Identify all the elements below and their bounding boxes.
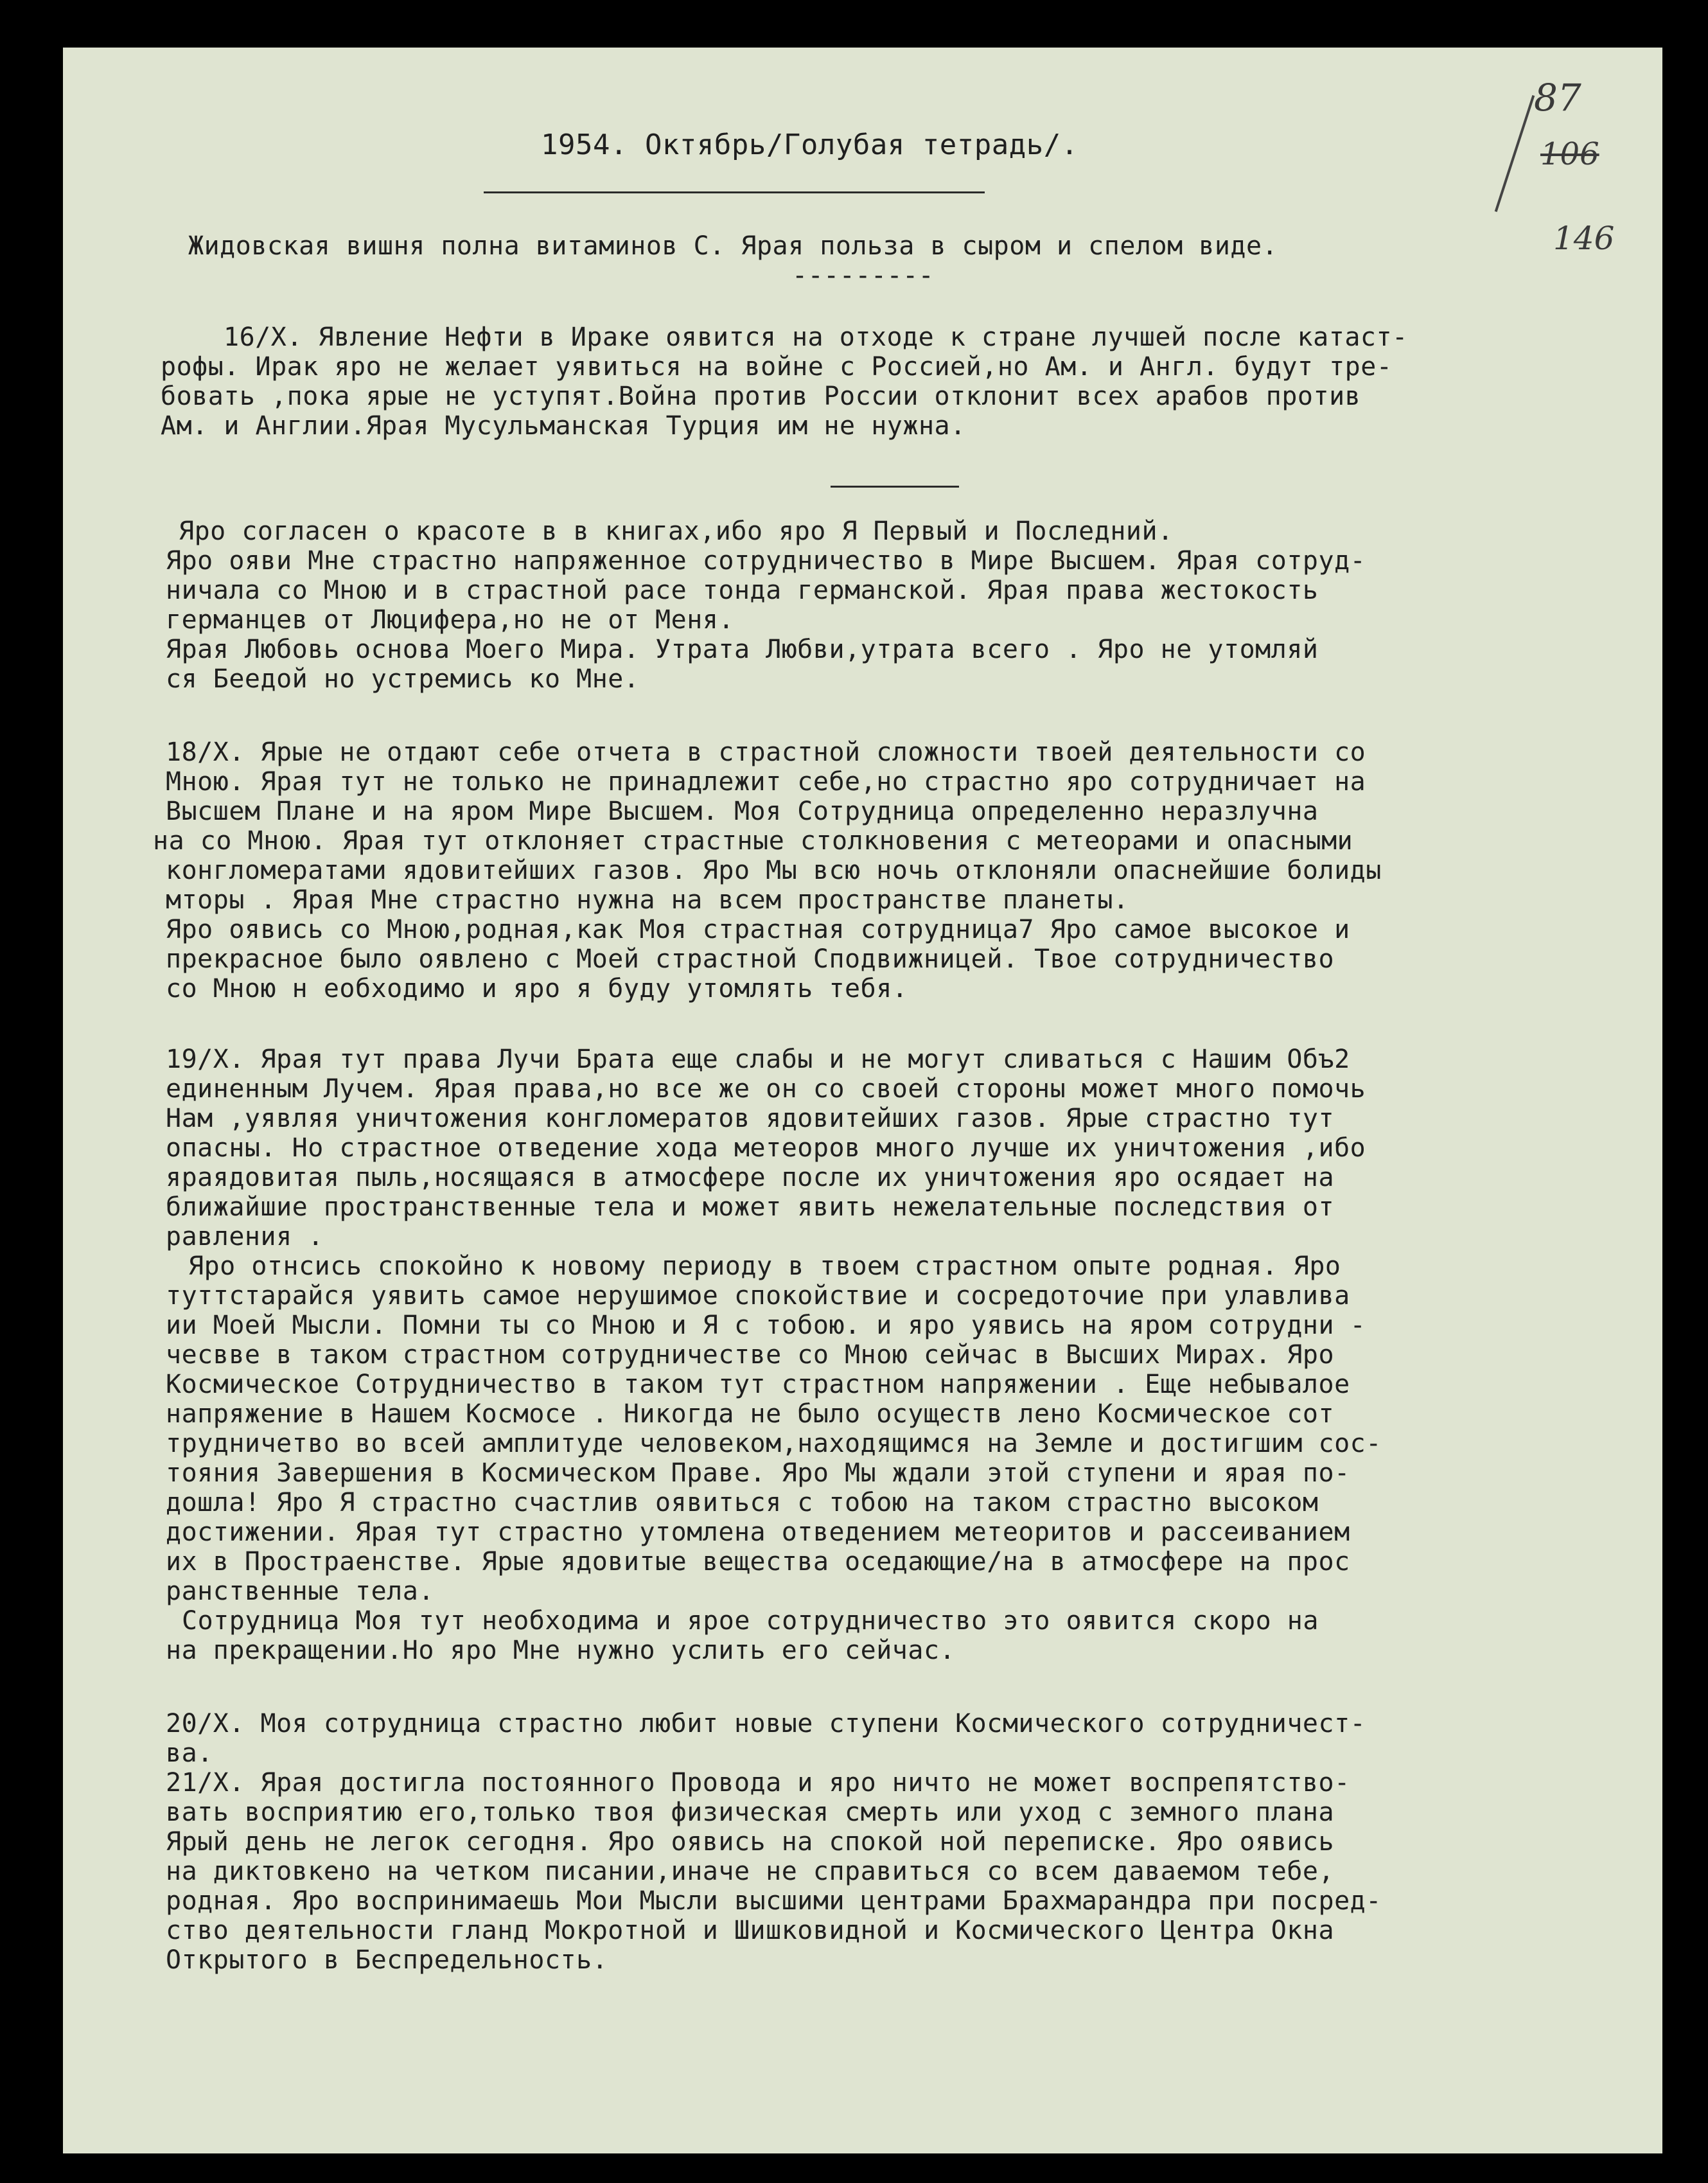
text-line: ближайшие пространственные тела и может явить нежелательные последствия от bbox=[166, 1192, 1335, 1222]
text-line: родная. Яро воспринимаешь Мои Мысли высшими центрами Брахмарандра при посред- bbox=[166, 1886, 1382, 1916]
subtitle: Жидовская вишня полна витаминов С. Ярая польза в сыром и спелом виде. bbox=[188, 231, 1278, 261]
text-line: прекрасное было оявлено с Моей страстной Сподвижницей. Твое сотрудничество bbox=[166, 944, 1335, 974]
text-line: равления . bbox=[166, 1222, 324, 1251]
text-line: 18/X. Ярые не отдают себе отчета в страстной сложности твоей деятельности со bbox=[166, 738, 1366, 767]
text-line: Высшем Плане и на яром Мире Высшем. Моя Сотрудница определенно неразлучна bbox=[166, 797, 1319, 826]
text-line: со Мною н еобходимо и яро я буду утомлять тебя. bbox=[166, 974, 908, 1003]
folio-slash bbox=[1495, 95, 1535, 212]
folio-number: 87 bbox=[1534, 76, 1581, 119]
text-line: ии Моей Мысли. Помни ты со Мною и Я с тобою. и яро уявись на яром сотрудни - bbox=[166, 1311, 1366, 1340]
text-line: опасны. Но страстное отведение хода метеоров много лучше их уничтожения ,ибо bbox=[166, 1133, 1366, 1163]
text-line: трудничетво во всей амплитуде человеком,находящимся на Земле и достигшим сос- bbox=[166, 1429, 1382, 1458]
title-underline bbox=[484, 191, 985, 193]
text-line: ва. bbox=[166, 1738, 213, 1768]
text-line: Яро согласен о красоте в в книгах,ибо яро Я Первый и Последний. bbox=[179, 517, 1174, 546]
text-line: бовать ,пока ярые не уступят.Война против России отклонит всех арабов против bbox=[161, 382, 1361, 411]
text-line: Ярая Любовь основа Моего Мира. Утрата Любви,утрата всего . Яро не утомляй bbox=[166, 635, 1319, 664]
text-line: дошла! Яро Я страстно счастлив оявиться с тобою на таком страстно высоком bbox=[166, 1488, 1319, 1517]
text-line: Нам ,уявляя уничтожения конгломератов ядовитейших газов. Ярые страстно тут bbox=[166, 1104, 1335, 1133]
text-line: достижении. Ярая тут страстно утомлена отведением метеоритов и рассеиванием bbox=[166, 1517, 1350, 1547]
text-line: тояния Завершения в Космическом Праве. Яро Мы ждали этой ступени и ярая по- bbox=[166, 1458, 1350, 1488]
text-line: единенным Лучем. Ярая права,но все же он со своей стороны может много помочь bbox=[166, 1074, 1366, 1104]
text-line: на диктовкено на четком писании,иначе не справиться со всем даваемом тебе, bbox=[166, 1857, 1335, 1886]
text-line: ство деятельности гланд Мокротной и Шишковидной и Космического Центра Окна bbox=[166, 1916, 1335, 1945]
text-line: Ам. и Англии.Ярая Мусульманская Турция им не нужна. bbox=[161, 411, 966, 441]
text-line: Космическое Сотрудничество в таком тут страстном напряжении . Еще небывалое bbox=[166, 1370, 1350, 1399]
text-line: на прекращении.Но яро Мне нужно услить его сейчас. bbox=[166, 1636, 956, 1665]
text-line: напряжение в Нашем Космосе . Никогда не было осуществ лено Космическое сот bbox=[166, 1399, 1335, 1429]
text-line: 21/X. Ярая достигла постоянного Провода и яро ничто не может воспрепятство- bbox=[166, 1768, 1350, 1798]
text-line: мторы . Ярая Мне страстно нужна на всем пространстве планеты. bbox=[166, 885, 1129, 915]
text-line: яраядовитая пыль,носящаяся в атмосфере после их уничтожения яро осядает на bbox=[166, 1163, 1335, 1192]
text-line: их в Простраенстве. Ярые ядовитые вещества оседающие/на в атмосфере на прос bbox=[166, 1547, 1350, 1577]
text-line: Сотрудница Моя тут необходима и ярое сотрудничество это оявится скоро на bbox=[182, 1606, 1319, 1636]
text-line: чесвве в таком страстном сотрудничестве со Мною сейчас в Высших Мирах. Яро bbox=[166, 1340, 1335, 1370]
text-line: ничала со Мною и в страстной расе тонда германской. Ярая права жестокость bbox=[166, 576, 1319, 605]
text-line: Открытого в Беспредельность. bbox=[166, 1945, 608, 1975]
text-line: Ярый день не легок сегодня. Яро оявись на спокой ной переписке. Яро оявись bbox=[166, 1827, 1335, 1857]
text-line: ся Беедой но устремись ко Мне. bbox=[166, 664, 640, 694]
text-line: 16/X. Явление Нефти в Ираке оявится на отходе к стране лучшей после катаст- bbox=[224, 323, 1408, 352]
text-line: туттстарайся уявить самое нерушимое спокойствие и сосредоточие при улавлива bbox=[166, 1281, 1350, 1311]
page-title: 1954. Октябрь/Голубая тетрадь/. bbox=[541, 128, 1079, 161]
text-line: Яро ояви Мне страстно напряженное сотрудничество в Мире Высшем. Ярая сотруд- bbox=[166, 546, 1366, 576]
text-line: Яро отнсись спокойно к новому периоду в твоем страстном опыте родная. Яро bbox=[188, 1251, 1341, 1281]
text-line: 20/X. Моя сотрудница страстно любит новые ступени Космического сотрудничест- bbox=[166, 1709, 1366, 1738]
text-line: конгломератами ядовитейших газов. Яро Мы всю ночь отклоняли опаснейшие болиды bbox=[166, 856, 1382, 885]
text-line: Яро оявись со Мною,родная,как Моя страстная сотрудница7 Яро самое высокое и bbox=[166, 915, 1350, 944]
subtitle-dashes: --------- bbox=[792, 261, 935, 290]
text-line: рофы. Ирак яро не желает уявиться на войне с Россией,но Ам. и Англ. будут тре- bbox=[161, 352, 1393, 382]
text-line: 19/X. Ярая тут права Лучи Брата еще слабы и не могут сливаться с Нашим Объ2 bbox=[166, 1045, 1350, 1074]
folio-struck-number: 106 bbox=[1540, 136, 1599, 172]
text-line: на со Мною. Ярая тут отклоняет страстные столкновения с метеорами и опасными bbox=[153, 826, 1353, 856]
side-page-number: 146 bbox=[1553, 220, 1615, 257]
text-line: Мною. Ярая тут не только не принадлежит себе,но страстно яро сотрудничает на bbox=[166, 767, 1366, 797]
text-line: германцев от Люцифера,но не от Меня. bbox=[166, 605, 734, 635]
text-line: ранственные тела. bbox=[166, 1577, 434, 1606]
section-divider bbox=[831, 486, 959, 488]
document-page bbox=[63, 48, 1662, 2153]
text-line: вать восприятию его,только твоя физическая смерть или уход с земного плана bbox=[166, 1798, 1335, 1827]
